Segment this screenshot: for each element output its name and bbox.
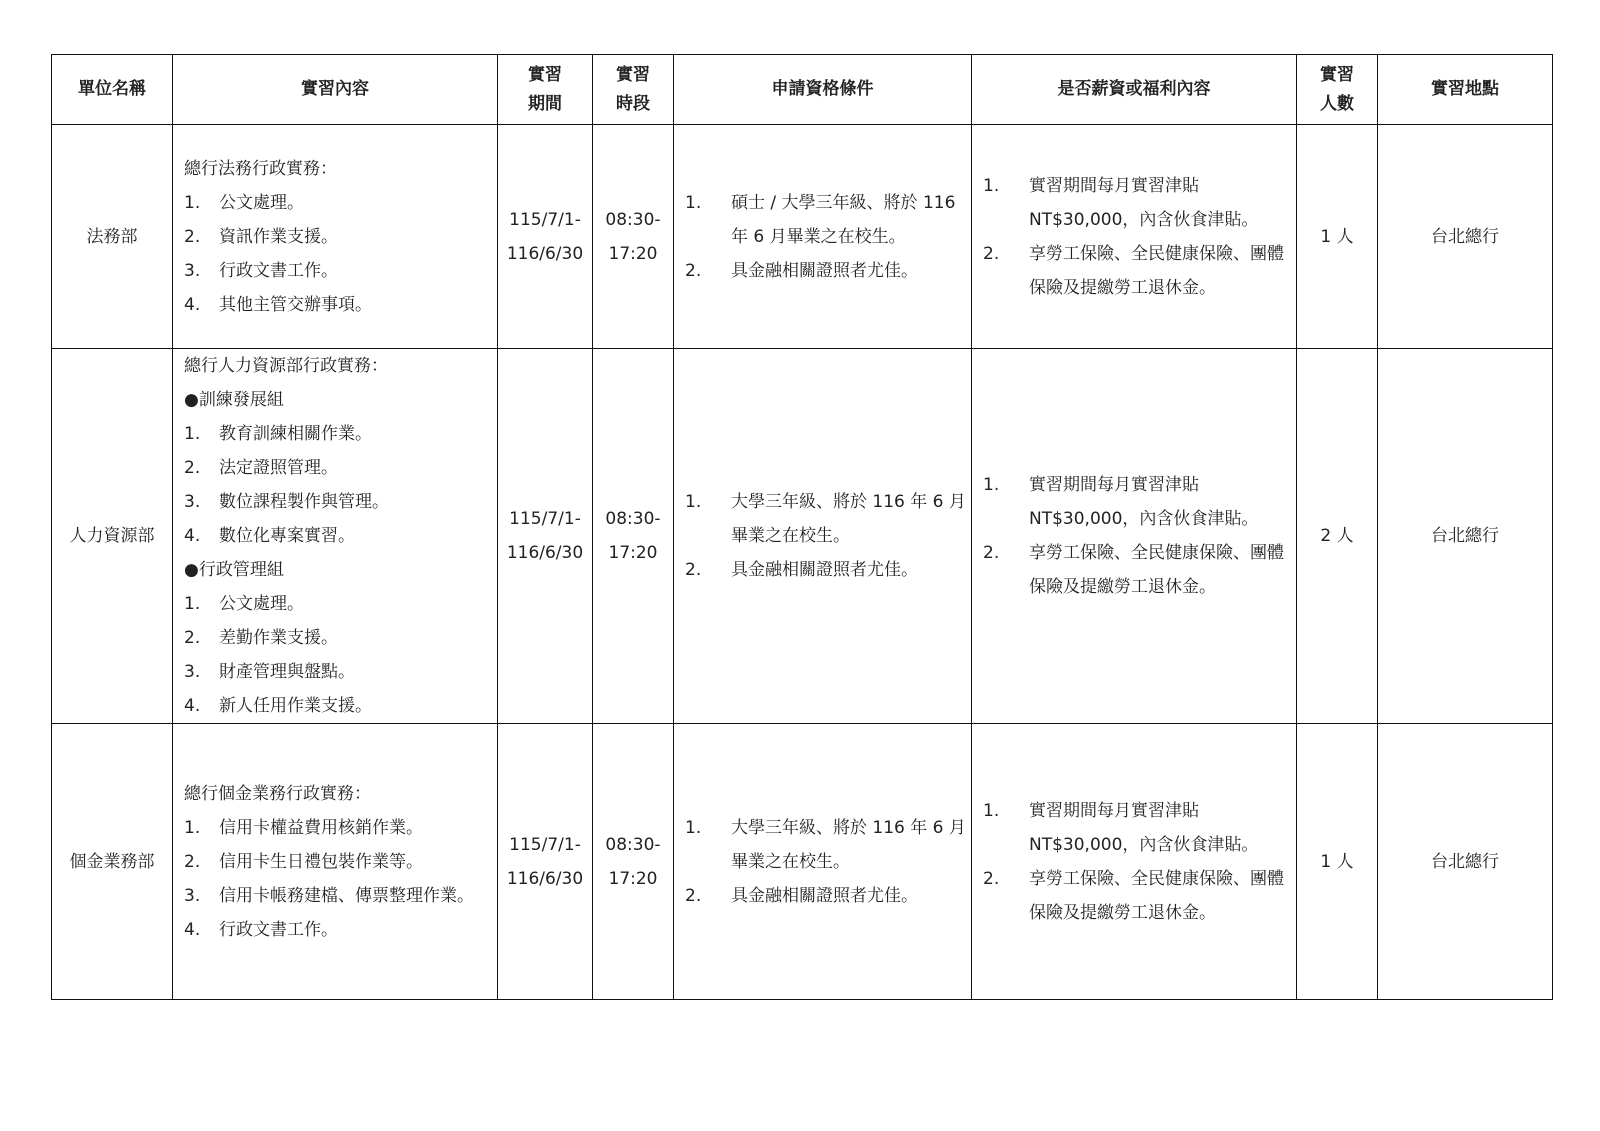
list-item [983,237,1296,305]
list-text: 資訊作業支援。 [219,226,338,247]
list-text: 碩士 / 大學三年級、將於 116 年 6 月畢業之在校生。 [731,192,956,247]
list-item [184,220,497,254]
list-number: 2. [685,560,702,580]
qualification-list [685,485,971,587]
group-heading: ●訓練發展組 [184,390,284,410]
period-start: 115/7/1- [509,509,581,529]
time-end: 17:20 [608,543,658,563]
list-number: 2. [983,243,1000,264]
list-item [685,553,971,587]
list-number: 1. [983,475,1000,495]
list-number: 4. [184,696,201,716]
header-time [593,55,674,125]
list-item [184,621,497,655]
list-text: 教育訓練相關作業。 [219,424,372,444]
salary-cell [972,125,1297,349]
unit-cell: 人力資源部 [52,349,173,724]
list-number: 1. [685,492,702,512]
list-text: 享勞工保險、全民健康保險、團體保險及提繳勞工退休金。 [1029,868,1284,923]
list-number: 3. [184,260,201,281]
table-row [52,724,1553,1000]
count-cell: 2 人 [1297,349,1378,724]
list-text: 具金融相關證照者尤佳。 [731,260,918,281]
group-heading: ●行政管理組 [184,560,284,580]
list-number: 1. [184,594,201,614]
qualification-list [685,186,971,288]
location-cell: 台北總行 [1378,724,1553,1000]
header-salary: 是否薪資或福利內容 [972,55,1297,125]
list-text: 行政文書工作。 [219,260,338,281]
unit-cell: 個金業務部 [52,724,173,1000]
list-number: 2. [184,628,201,648]
list-number: 1. [983,175,1000,196]
salary-cell [972,724,1297,1000]
header-row [52,55,1553,125]
list-item [184,186,497,220]
list-item [685,485,971,553]
list-text: 信用卡權益費用核銷作業。 [219,817,423,838]
header-count-line1: 實習 [1320,64,1354,85]
list-number: 1. [685,817,702,838]
location-cell: 台北總行 [1378,125,1553,349]
period-end: 116/6/30 [506,543,584,563]
list-number: 2. [685,260,702,281]
list-number: 3. [184,885,201,906]
list-item [685,879,971,913]
period-cell [498,349,593,724]
list-item [983,169,1296,237]
list-text: 信用卡生日禮包裝作業等。 [219,851,423,872]
list-number: 3. [184,662,201,682]
list-text: 實習期間每月實習津貼 NT$30,000，內含伙食津貼。 [1029,800,1259,855]
period-cell [498,125,593,349]
header-period-line2: 期間 [528,93,562,114]
header-count-line2: 人數 [1320,93,1354,114]
salary-list [983,794,1296,930]
list-item [184,587,497,621]
list-item [983,862,1296,930]
list-text: 具金融相關證照者尤佳。 [731,885,918,906]
content-heading: 總行人力資源部行政實務： [184,356,388,376]
count-cell: 1 人 [1297,125,1378,349]
internship-table [51,54,1553,1000]
list-number: 1. [685,192,702,213]
list-text: 數位化專案實習。 [219,526,355,546]
header-time-line1: 實習 [616,64,650,85]
list-number: 1. [184,817,201,838]
header-location: 實習地點 [1378,55,1553,125]
list-text: 享勞工保險、全民健康保險、團體保險及提繳勞工退休金。 [1029,243,1284,298]
list-text: 公文處理。 [219,594,304,614]
list-item [184,655,497,689]
header-count [1297,55,1378,125]
period-cell [498,724,593,1000]
content-list [184,417,497,553]
location-cell: 台北總行 [1378,349,1553,724]
content-cell [173,125,498,349]
content-heading: 總行法務行政實務： [184,158,337,179]
content-cell [173,724,498,1000]
list-text: 大學三年級、將於 116 年 6 月畢業之在校生。 [731,492,966,546]
list-number: 2. [184,851,201,872]
list-text: 行政文書工作。 [219,919,338,940]
time-cell [593,724,674,1000]
list-text: 具金融相關證照者尤佳。 [731,560,918,580]
list-item [184,519,497,553]
salary-list [983,169,1296,305]
list-item [184,417,497,451]
count-cell: 1 人 [1297,724,1378,1000]
qualification-cell [674,125,972,349]
period-start: 115/7/1- [509,834,581,855]
qualification-cell [674,724,972,1000]
list-text: 公文處理。 [219,192,304,213]
time-cell [593,349,674,724]
content-cell [173,349,498,724]
list-item [184,845,497,879]
list-text: 實習期間每月實習津貼 NT$30,000，內含伙食津貼。 [1029,175,1259,230]
list-number: 2. [685,885,702,906]
header-unit: 單位名稱 [52,55,173,125]
list-number: 2. [184,226,201,247]
header-time-line2: 時段 [616,93,650,114]
salary-cell [972,349,1297,724]
list-number: 2. [184,458,201,478]
list-text: 享勞工保險、全民健康保險、團體保險及提繳勞工退休金。 [1029,543,1284,597]
table-row [52,125,1553,349]
list-item [184,288,497,322]
qualification-cell [674,349,972,724]
list-item [184,879,497,913]
list-item [184,485,497,519]
content-list [184,186,497,322]
time-start: 08:30- [605,509,661,529]
list-text: 新人任用作業支援。 [219,696,372,716]
list-number: 4. [184,526,201,546]
list-item [184,811,497,845]
content-list [184,587,497,723]
list-item [184,451,497,485]
list-item [685,811,971,879]
table-row [52,349,1553,724]
header-qualification: 申請資格條件 [674,55,972,125]
list-number: 1. [983,800,1000,821]
period-start: 115/7/1- [509,209,581,230]
list-text: 實習期間每月實習津貼 NT$30,000，內含伙食津貼。 [1029,475,1259,529]
list-item [685,186,971,254]
header-period-line1: 實習 [528,64,562,85]
period-end: 116/6/30 [506,243,584,264]
list-number: 3. [184,492,201,512]
time-end: 17:20 [608,243,658,264]
list-text: 法定證照管理。 [219,458,338,478]
list-text: 信用卡帳務建檔、傳票整理作業。 [219,885,474,906]
list-number: 2. [983,868,1000,889]
list-item [983,536,1296,604]
content-list [184,811,497,947]
salary-list [983,468,1296,604]
list-number: 2. [983,543,1000,563]
list-item [685,254,971,288]
time-start: 08:30- [605,209,661,230]
unit-cell: 法務部 [52,125,173,349]
list-text: 數位課程製作與管理。 [219,492,389,512]
list-item [184,913,497,947]
list-number: 1. [184,192,201,213]
content-heading: 總行個金業務行政實務： [184,783,371,804]
header-period [498,55,593,125]
qualification-list [685,811,971,913]
list-item [184,689,497,723]
time-cell [593,125,674,349]
list-item [184,254,497,288]
time-start: 08:30- [605,834,661,855]
header-content: 實習內容 [173,55,498,125]
list-text: 差勤作業支援。 [219,628,338,648]
list-text: 財產管理與盤點。 [219,662,355,682]
list-item [983,794,1296,862]
list-text: 大學三年級、將於 116 年 6 月畢業之在校生。 [731,817,966,872]
list-number: 4. [184,919,201,940]
list-item [983,468,1296,536]
list-number: 4. [184,294,201,315]
list-number: 1. [184,424,201,444]
list-text: 其他主管交辦事項。 [219,294,372,315]
time-end: 17:20 [608,868,658,889]
period-end: 116/6/30 [506,868,584,889]
